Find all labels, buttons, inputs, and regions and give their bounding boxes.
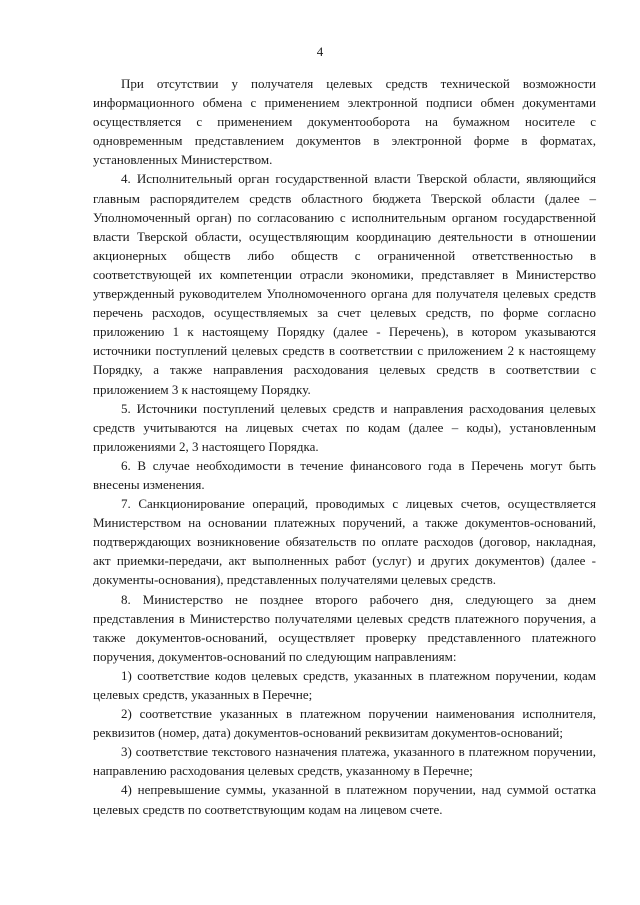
document-body [93,74,596,819]
paragraph: При отсутствии у получателя целевых средств технической возможности информационного обмена с применением электронной подписи обмен документами осуществляется с применением документооборота на бумажном носителе с одновременным представлением документов в электронной форме в форматах, установленных Министерством. [93,76,596,168]
paragraph: 6. В случае необходимости в течение финансового года в Перечень могут быть внесены изменения. [93,457,596,492]
paragraph: 7. Санкционирование операций, проводимых с лицевых счетов, осуществляется Министерством на основании платежных поручений, а также документов-оснований, подтверждающих возникновение обязательств по оплате расходов (договор, накладная, акт приемки-передачи, акт выполненных работ (услуг) и других документов) (далее - документы-основания), представленных получателями целевых средств. [93,496,596,588]
list-item: 3) соответствие текстового назначения платежа, указанного в платежном поручении, направлению расходования целевых средств, указанному в Перечне; [93,744,596,779]
list-item: 4) непревышение суммы, указанной в платежном поручении, над суммой остатка целевых средств по соответствующим кодам на лицевом счете. [93,782,596,817]
paragraph: 4. Исполнительный орган государственной власти Тверской области, являющийся главным распорядителем средств областного бюджета Тверской области (далее – Уполномоченный орган) по согласованию с исполнительным органом государственной власти Тверской области, осуществляющим координацию деятельности в отношении акционерных обществ либо обществ с ограниченной ответственностью в соответствующей их компетенции отрасли экономики, представляет в Министерство утвержденный руководителем Уполномоченного органа для получателя целевых средств перечень расходов, осуществляемых за счет целевых средств, по форме согласно приложению 1 к настоящему Порядку (далее - Перечень), в котором указываются источники поступлений целевых средств в соответствии с приложением 2 к настоящему Порядку, а также направления расходования целевых средств в соответствии с приложением 3 к настоящему Порядку. [93,171,596,397]
list-item: 1) соответствие кодов целевых средств, указанных в платежном поручении, кодам целевых средств, указанных в Перечне; [93,667,596,702]
paragraph: 5. Источники поступлений целевых средств и направления расходования целевых средств учитываются на лицевых счетах по кодам (далее – коды), установленным приложениями 2, 3 настоящего Порядка. [93,400,596,454]
page-number: 4 [316,44,324,59]
paragraph: 8. Министерство не позднее второго рабочего дня, следующего за днем представления в Министерство получателями целевых средств платежного поручения, а также документов-оснований, осуществляет проверку представленного платежного поручения, документов-оснований по следующим направлениям: [93,591,596,664]
list-item: 2) соответствие указанных в платежном поручении наименования исполнителя, реквизитов (номер, дата) документов-оснований реквизитам документов-оснований; [93,706,596,741]
